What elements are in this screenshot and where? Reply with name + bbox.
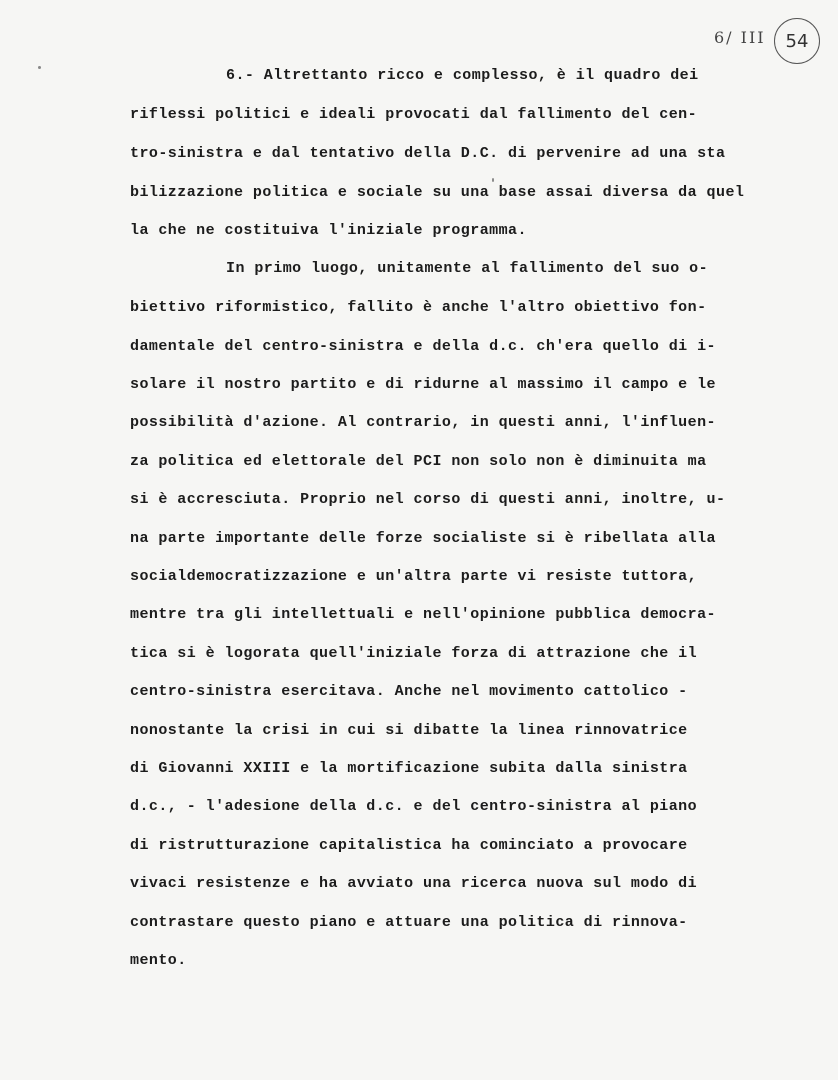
text-line: centro-sinistra esercitava. Anche nel movimento cattolico -	[130, 683, 688, 700]
text-line: solare il nostro partito e di ridurne al massimo il campo e le	[130, 376, 716, 393]
text-line: tica si è logorata quell'iniziale forza di attrazione che il	[130, 645, 698, 662]
text-line: mentre tra gli intellettuali e nell'opinione pubblica democra-	[130, 606, 716, 623]
text-line: d.c., - l'adesione della d.c. e del centro-sinistra al piano	[130, 798, 698, 815]
text-line: riflessi politici e ideali provocati dal fallimento del cen-	[130, 106, 698, 123]
text-line: mento.	[130, 952, 187, 969]
page-reference: 6/ III	[714, 28, 766, 47]
text-line: socialdemocratizzazione e un'altra parte vi resiste tuttora,	[130, 568, 698, 585]
text-line: tro-sinistra e dal tentativo della D.C. di pervenire ad una sta	[130, 145, 726, 162]
text-line: za politica ed elettorale del PCI non solo non è diminuita ma	[130, 453, 707, 470]
text-line: di ristrutturazione capitalistica ha cominciato a provocare	[130, 837, 688, 854]
text-line: si è accresciuta. Proprio nel corso di questi anni, inoltre, u-	[130, 491, 726, 508]
text-line: damentale del centro-sinistra e della d.c. ch'era quello di i-	[130, 338, 716, 355]
stamp-number: 54	[785, 30, 809, 52]
text-line: nonostante la crisi in cui si dibatte la linea rinnovatrice	[130, 722, 688, 739]
text-line: biettivo riformistico, fallito è anche l'altro obiettivo fon-	[130, 299, 707, 316]
text-line: la che ne costituiva l'iniziale programma.	[130, 222, 527, 239]
text-line: contrastare questo piano e attuare una politica di rinnova-	[130, 914, 688, 931]
text-line: na parte importante delle forze socialiste si è ribellata alla	[130, 530, 716, 547]
text-line: In primo luogo, unitamente al fallimento del suo o-	[226, 260, 709, 277]
text-line: bilizzazione politica e sociale su una base assai diversa da quel	[130, 184, 745, 201]
text-line: possibilità d'azione. Al contrario, in questi anni, l'influen-	[130, 414, 716, 431]
text-line: 6.- Altrettanto ricco e complesso, è il quadro dei	[226, 67, 699, 84]
text-line: di Giovanni XXIII e la mortificazione subita dalla sinistra	[130, 760, 688, 777]
text-line: vivaci resistenze e ha avviato una ricerca nuova sul modo di	[130, 875, 698, 892]
